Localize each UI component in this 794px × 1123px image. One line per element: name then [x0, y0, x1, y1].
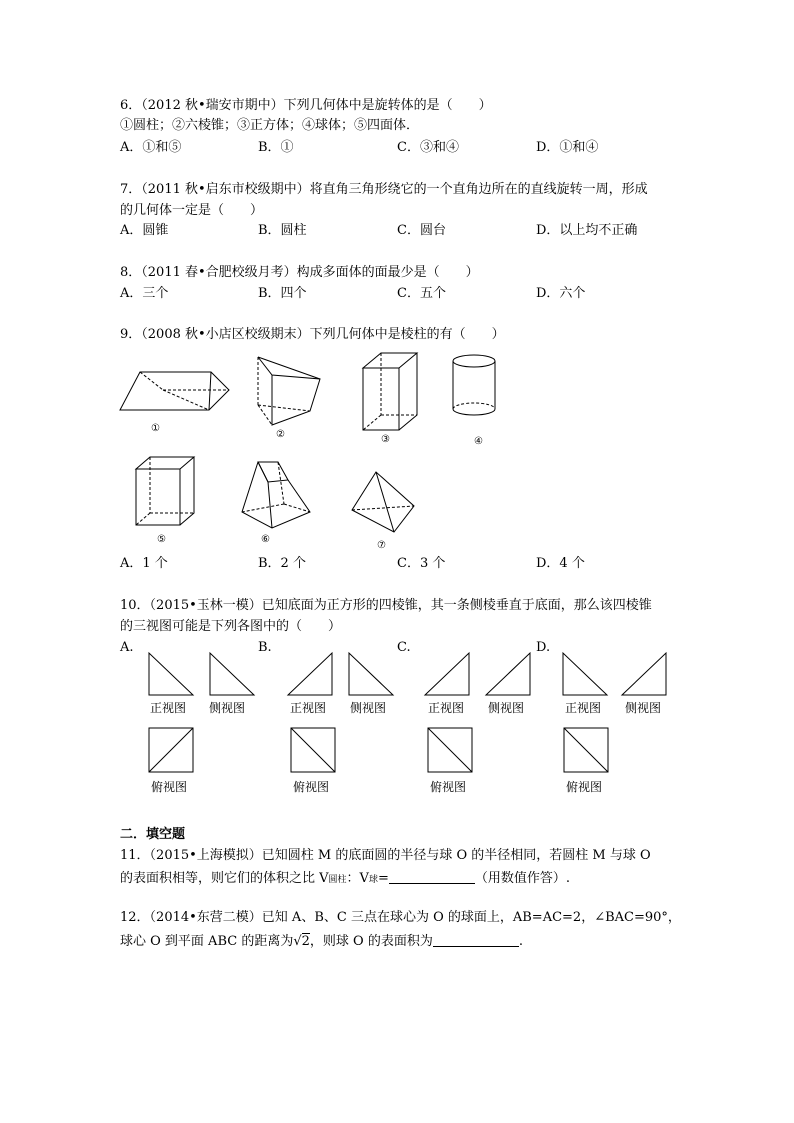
q9-figure-4-cylinder: [450, 353, 500, 419]
q8-option-b: B．四个: [258, 286, 307, 301]
q12-sqrt-value: 2: [301, 934, 310, 949]
q10-d-side-view: [621, 652, 667, 696]
q9-figure-1-triangular-prism: [118, 365, 230, 415]
q9-figure-7-tetrahedron: [350, 470, 418, 536]
q7-option-d: D．以上均不正确: [536, 223, 638, 238]
q8-option-d: D．六个: [536, 286, 586, 301]
q10-a-top-view: [148, 727, 194, 773]
q9-figure-3-cuboid: [360, 350, 420, 432]
q11-stem-line2: 的表面积相等，则它们的体积之比 V圆柱：V球= （用数值作答）.: [120, 871, 570, 886]
q9-figure-label-1: ①: [151, 423, 160, 434]
q10-d-front-caption: 正视图: [565, 701, 602, 715]
q9-figure-label-4: ④: [474, 436, 483, 447]
q9-figure-label-2: ②: [276, 429, 285, 440]
q10-a-front-view: [148, 652, 194, 696]
q10-b-top-caption: 俯视图: [293, 780, 330, 794]
q10-stem-line2: 的三视图可能是下列各图中的（ ）: [120, 619, 342, 634]
q11-sub-cylinder: 圆柱: [328, 875, 347, 885]
q10-c-top-view: [427, 727, 473, 773]
q11-answer-blank[interactable]: [389, 869, 475, 884]
q10-stem-line1: 10．（2015•玉林一模）已知底面为正方形的四棱锥，其一条侧棱垂直于底面，那么该四棱锥: [120, 598, 652, 613]
q10-a-side-view: [209, 652, 255, 696]
q10-c-front-view: [424, 652, 470, 696]
q7-stem-line2: 的几何体一定是（ ）: [120, 203, 264, 218]
q10-c-side-caption: 侧视图: [488, 701, 525, 715]
q8-option-a: A．三个: [120, 286, 169, 301]
q10-a-side-caption: 侧视图: [209, 701, 246, 715]
q6-option-a: A．①和⑤: [120, 140, 182, 155]
q11-sub-sphere: 球: [368, 875, 378, 885]
q7-option-b: B．圆柱: [258, 223, 307, 238]
section-2-title: 二．填空题: [120, 827, 186, 842]
q9-option-a: A．1 个: [120, 556, 168, 571]
q9-option-c: C．3 个: [397, 556, 446, 571]
q9-figure-label-6: ⑥: [261, 534, 270, 545]
q6-items: ①圆柱；②六棱锥；③正方体；④球体；⑤四面体．: [120, 118, 420, 133]
q9-figure-label-3: ③: [381, 434, 390, 445]
q10-d-side-caption: 侧视图: [625, 701, 662, 715]
q10-d-top-view: [563, 727, 609, 773]
q8-option-c: C．五个: [397, 286, 446, 301]
q9-figure-5-box: [132, 455, 196, 529]
q9-option-d: D．4 个: [536, 556, 585, 571]
q10-option-d-letter: D.: [536, 640, 551, 655]
q12-stem-line2: 球心 O 到平面 ABC 的距离为√2，则球 O 的表面积为 .: [120, 934, 523, 949]
q10-c-side-view: [485, 652, 531, 696]
q10-b-top-view: [290, 727, 336, 773]
q6-option-d: D．①和④: [536, 140, 599, 155]
q10-b-front-caption: 正视图: [290, 701, 327, 715]
q10-a-top-caption: 俯视图: [151, 780, 188, 794]
q12-stem-line1: 12．（2014•东营二模）已知 A、B、C 三点在球心为 O 的球面上，AB=AC=2，∠BAC=90°，: [120, 910, 681, 925]
q7-option-c: C．圆台: [397, 223, 446, 238]
q10-b-side-caption: 侧视图: [350, 701, 387, 715]
q10-option-c-letter: C.: [397, 640, 411, 655]
q9-stem: 9．（2008 秋•小店区校级期末）下列几何体中是棱柱的有（ ）: [120, 327, 505, 342]
q10-c-top-caption: 俯视图: [430, 780, 467, 794]
q7-option-a: A．圆锥: [120, 223, 169, 238]
q6-option-c: C．③和④: [397, 140, 459, 155]
q10-b-front-view: [287, 652, 333, 696]
sqrt-symbol: √: [293, 934, 302, 949]
q8-stem: 8．（2011 春•合肥校级月考）构成多面体的面最少是（ ）: [120, 265, 479, 280]
q12-answer-blank[interactable]: [433, 932, 519, 947]
q10-c-front-caption: 正视图: [428, 701, 465, 715]
q9-option-b: B．2 个: [258, 556, 306, 571]
q6-stem: 6．（2012 秋•瑞安市期中）下列几何体中是旋转体的是（ ）: [120, 98, 492, 113]
q10-d-front-view: [562, 652, 608, 696]
q10-option-a-letter: A.: [120, 640, 134, 655]
q10-b-side-view: [348, 652, 394, 696]
q10-option-b-letter: B.: [258, 640, 272, 655]
q9-figure-label-7: ⑦: [377, 540, 386, 551]
q9-figure-2-frustum: [254, 355, 324, 427]
q11-stem-line1: 11．（2015•上海模拟）已知圆柱 M 的底面圆的半径与球 O 的半径相同，若圆柱 M 与球 O: [120, 848, 651, 863]
q9-figure-label-5: ⑤: [157, 534, 166, 545]
q6-option-b: B．①: [258, 140, 294, 155]
q10-d-top-caption: 俯视图: [566, 780, 603, 794]
q9-figure-6-truncated-pyramid: [238, 460, 312, 530]
q10-a-front-caption: 正视图: [150, 701, 187, 715]
q7-stem-line1: 7．（2011 秋•启东市校级期中）将直角三角形绕它的一个直角边所在的直线旋转一周，形成: [120, 182, 648, 197]
